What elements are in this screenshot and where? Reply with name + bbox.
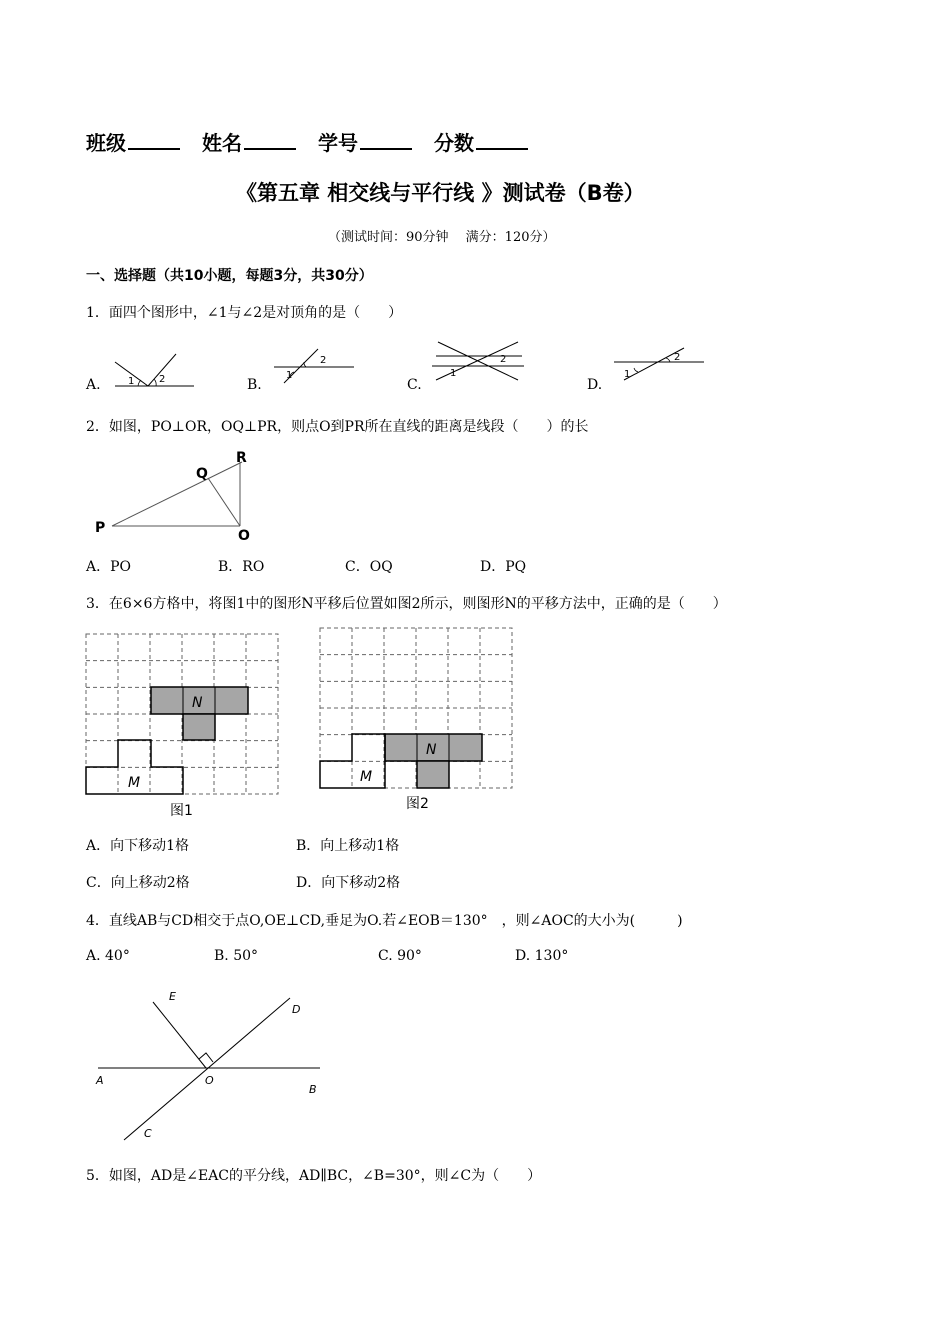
q2-option-b: B．RO xyxy=(218,559,265,575)
q1-option-a: A. xyxy=(86,377,101,393)
q2-option-c: C．OQ xyxy=(345,559,393,575)
question-1-text: 1．面四个图形中，∠1与∠2是对顶角的是（ ） xyxy=(86,305,403,321)
q1b-label-2: 2 xyxy=(320,355,327,366)
score-label: 分数 xyxy=(434,131,474,155)
name-blank[interactable] xyxy=(244,130,296,150)
q4-point-e: E xyxy=(169,990,176,1003)
grid-lines-2 xyxy=(320,628,512,788)
section-heading: 一、选择题（共10小题，每题3分，共30分） xyxy=(86,268,373,284)
q1-figure-c xyxy=(430,338,530,382)
shape-m-label-2: M xyxy=(360,769,373,785)
page-subtitle: （测试时间：90分钟 满分：120分） xyxy=(328,230,556,245)
q1b-label-1: 1 xyxy=(286,370,293,381)
question-3-text: 3．在6×6方格中，将图1中的图形N平移后位置如图2所示，则图形N的平移方法中，正确的是（ ） xyxy=(86,596,727,612)
q2-figure xyxy=(90,448,270,543)
q4-figure xyxy=(90,985,330,1145)
number-label: 学号 xyxy=(318,131,358,155)
q1d-label-2: 2 xyxy=(674,352,681,363)
q4-option-b: B. 50° xyxy=(214,948,259,964)
shape-n-label-2: N xyxy=(426,742,437,758)
question-5-text: 5．如图，AD是∠EAC的平分线，AD∥BC，∠B=30°，则∠C为（ ） xyxy=(86,1168,542,1184)
class-label: 班级 xyxy=(86,131,126,155)
q2-option-d: D．PQ xyxy=(480,559,527,575)
figure-2-caption: 图2 xyxy=(406,796,429,812)
q3-option-b: B．向上移动1格 xyxy=(296,838,400,854)
q1-figure-d xyxy=(612,344,707,384)
figure-1-caption: 图1 xyxy=(170,803,193,819)
page-title: 《第五章 相交线与平行线 》测试卷（B卷） xyxy=(236,181,645,205)
q1c-label-1: 1 xyxy=(450,368,457,379)
q2-point-o: O xyxy=(238,528,250,544)
q2-point-r: R xyxy=(236,450,247,466)
q1-option-d: D. xyxy=(587,377,603,393)
question-2-text: 2．如图，PO⊥OR，OQ⊥PR，则点O到PR所在直线的距离是线段（ ）的长 xyxy=(86,419,589,435)
shape-n-label-1: N xyxy=(192,695,203,711)
q4-option-d: D. 130° xyxy=(515,948,569,964)
q4-point-c: C xyxy=(144,1127,152,1140)
q1a-label-2: 2 xyxy=(159,374,166,385)
q4-point-o: O xyxy=(205,1074,214,1087)
q2-point-p: P xyxy=(95,520,106,536)
name-label: 姓名 xyxy=(202,131,242,155)
q1d-label-1: 1 xyxy=(624,369,631,380)
q4-point-d: D xyxy=(292,1003,301,1016)
q1a-label-1: 1 xyxy=(128,376,135,387)
q1-option-c: C. xyxy=(407,377,422,393)
q1c-label-2: 2 xyxy=(500,354,507,365)
q4-point-b: B xyxy=(309,1083,317,1096)
q1-figure-a xyxy=(110,350,200,390)
q3-figure-2 xyxy=(320,628,516,818)
q4-option-a: A. 40° xyxy=(86,948,130,964)
class-blank[interactable] xyxy=(128,130,180,150)
q4-option-c: C. 90° xyxy=(378,948,422,964)
q1-option-b: B. xyxy=(247,377,262,393)
q1-figure-b xyxy=(270,345,360,385)
score-blank[interactable] xyxy=(476,130,528,150)
q4-point-a: A xyxy=(96,1074,104,1087)
q3-option-c: C．向上移动2格 xyxy=(86,875,190,891)
q3-option-a: A．向下移动1格 xyxy=(86,838,190,854)
q2-option-a: A．PO xyxy=(86,559,132,575)
header-fields xyxy=(86,127,550,156)
number-blank[interactable] xyxy=(360,130,412,150)
shape-m-label-1: M xyxy=(128,775,141,791)
q3-option-d: D．向下移动2格 xyxy=(296,875,401,891)
q3-figure-1 xyxy=(86,634,282,819)
q2-point-q: Q xyxy=(196,466,208,482)
question-4-text: 4．直线AB与CD相交于点O,OE⊥CD,垂足为O.若∠EOB＝130° ，则∠AOC的大小为( ) xyxy=(86,913,683,929)
